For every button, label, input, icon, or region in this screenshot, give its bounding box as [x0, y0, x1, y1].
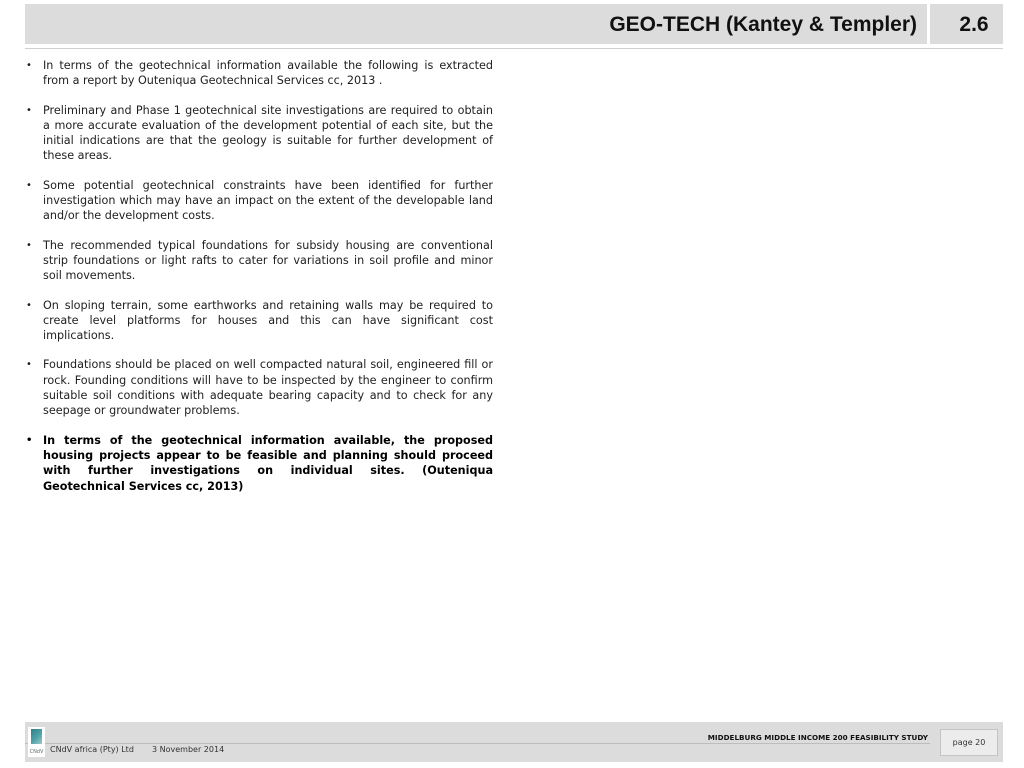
bullet-item: • The recommended typical foundations for subsidy housing are conventional strip foundations or light rafts to cater for variations in soil profile and minor soil movements.: [25, 238, 493, 284]
company-logo: [28, 727, 45, 757]
footer-bar: [25, 722, 1003, 762]
logo-mark-icon: [31, 729, 42, 744]
logo-text: CNdV: [29, 749, 44, 755]
footer-rule: [25, 743, 930, 744]
company-name: CNdV africa (Pty) Ltd: [50, 745, 134, 754]
header-divider: [927, 4, 930, 44]
document-date: 3 November 2014: [152, 745, 225, 754]
header-rule: [25, 48, 1003, 49]
bullet-item: • On sloping terrain, some earthworks and retaining walls may be required to create level platforms for houses and this can have significant cost implications.: [25, 298, 493, 344]
section-number: 2.6: [959, 13, 989, 36]
bullet-item-conclusion: • In terms of the geotechnical information available, the proposed housing projects appear to be feasible and planning should proceed with further investigations on individual sites. (Outeniqua Geotechnical Services cc, 2013): [25, 433, 493, 494]
bullet-item: • Foundations should be placed on well compacted natural soil, engineered fill or rock. Founding conditions will have to be inspected by the engineer to confirm suitable soil conditions with adequate bearing capacity and to check for any seepage or groundwater problems.: [25, 357, 493, 418]
bullet-list: [25, 58, 493, 508]
bullet-item: • Some potential geotechnical constraints have been identified for further investigation which may have an impact on the extent of the developable land and/or the development costs.: [25, 178, 493, 224]
study-title: MIDDELBURG MIDDLE INCOME 200 FEASIBILITY STUDY: [707, 733, 928, 742]
header-bar: [25, 4, 1003, 44]
page-number: page 20: [940, 729, 998, 756]
bullet-item: • Preliminary and Phase 1 geotechnical site investigations are required to obtain a more accurate evaluation of the development potential of each site, but the initial indications are that the geology is suitable for further development of these areas.: [25, 103, 493, 164]
page-title: GEO-TECH (Kantey & Templer): [609, 13, 917, 36]
bullet-item: • In terms of the geotechnical information available the following is extracted from a report by Outeniqua Geotechnical Services cc, 2013 .: [25, 58, 493, 89]
